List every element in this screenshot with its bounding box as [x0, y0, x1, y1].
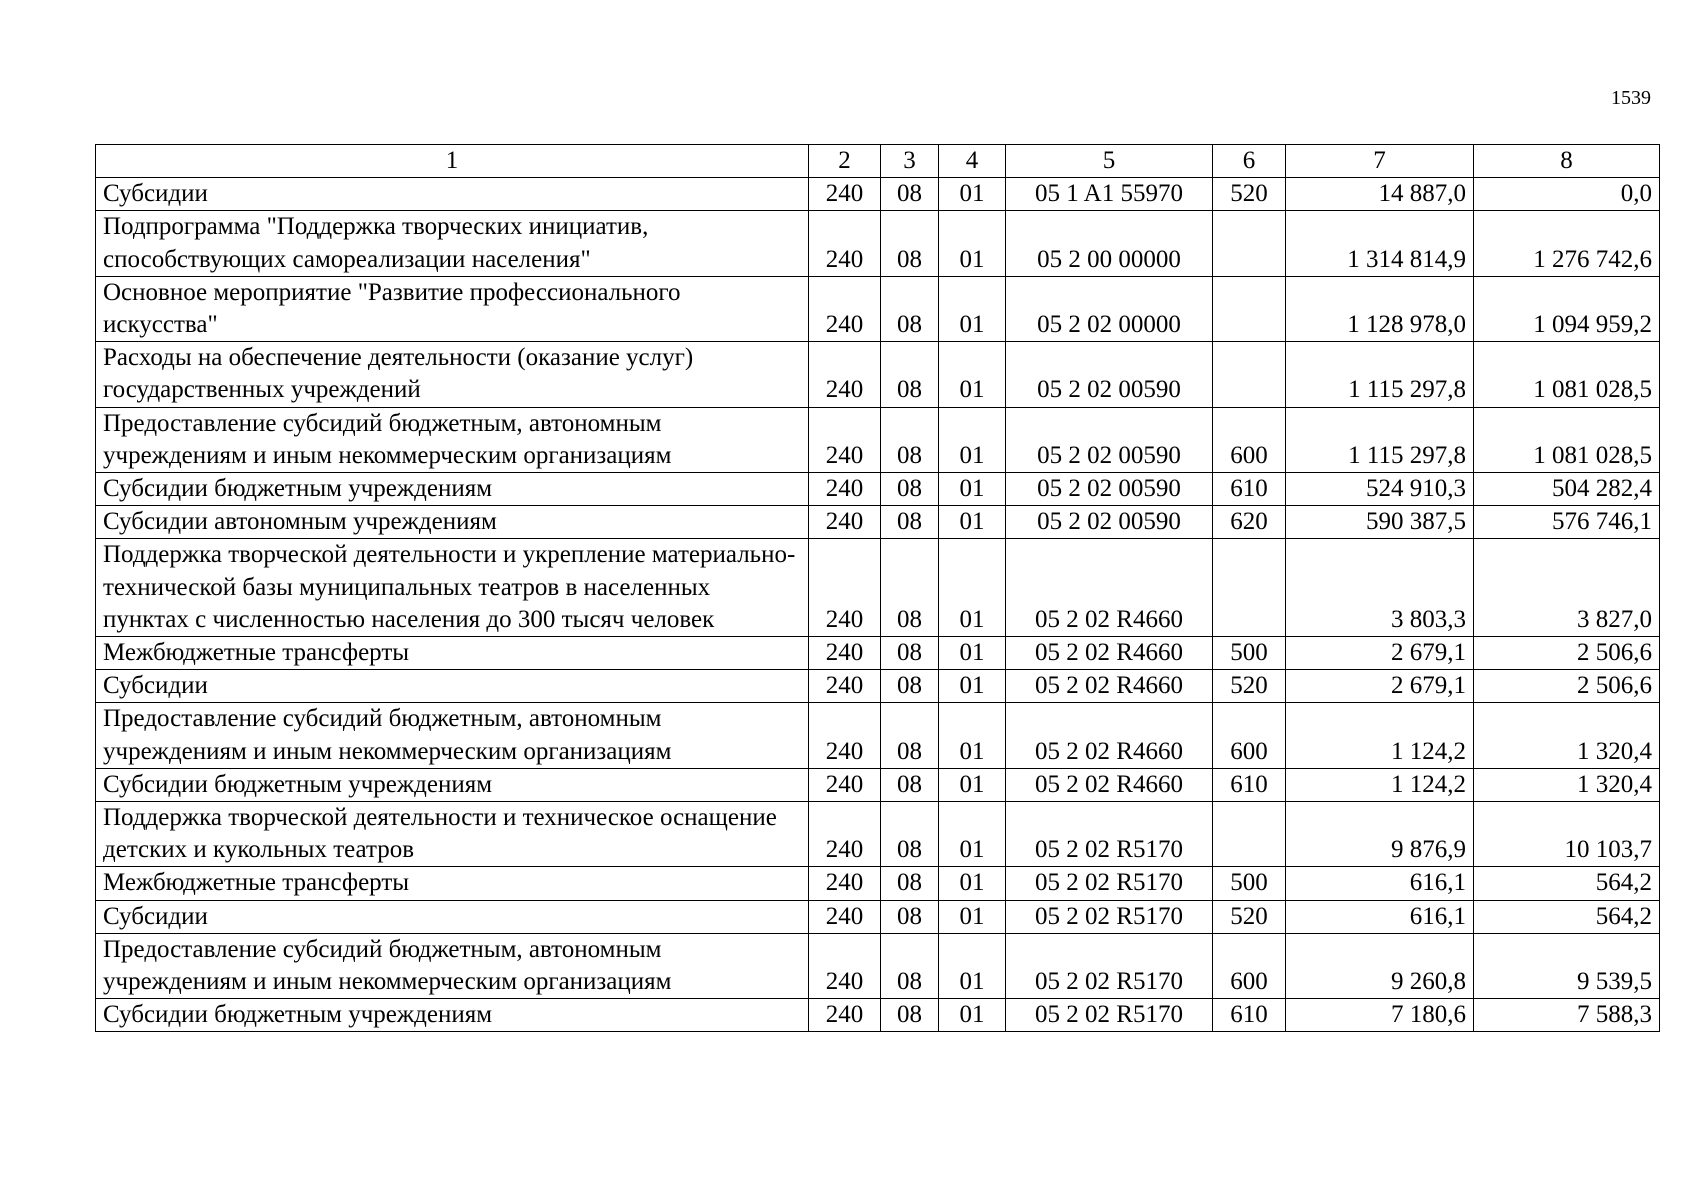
item-name-cell: Субсидии автономным учреждениям: [96, 506, 809, 539]
amount-cell: 10 103,7: [1474, 802, 1660, 867]
amount-cell: 3 803,3: [1286, 539, 1474, 637]
expense-type-cell: 600: [1213, 703, 1286, 768]
amount-cell: 1 276 742,6: [1474, 211, 1660, 276]
expense-type-cell: 520: [1213, 178, 1286, 211]
subsection-cell: 01: [939, 211, 1006, 276]
amount-cell: 1 128 978,0: [1286, 276, 1474, 341]
subsection-cell: 01: [939, 539, 1006, 637]
admin-code-cell: 240: [809, 637, 881, 670]
table-row: [96, 211, 1660, 276]
table-row: [96, 703, 1660, 768]
expense-type-cell: 610: [1213, 999, 1286, 1032]
admin-code-cell: 240: [809, 276, 881, 341]
table-row: [96, 802, 1660, 867]
amount-cell: 7 588,3: [1474, 999, 1660, 1032]
table-row: [96, 637, 1660, 670]
subsection-cell: 01: [939, 473, 1006, 506]
section-cell: 08: [881, 342, 939, 407]
item-name-cell: Предоставление субсидий бюджетным, автономным учреждениям и иным некоммерческим организациям: [96, 933, 809, 998]
subsection-cell: 01: [939, 178, 1006, 211]
admin-code-cell: 240: [809, 506, 881, 539]
admin-code-cell: 240: [809, 211, 881, 276]
item-name-cell: Поддержка творческой деятельности и техническое оснащение детских и кукольных театров: [96, 802, 809, 867]
header-cell: 7: [1286, 145, 1474, 178]
amount-cell: 1 314 814,9: [1286, 211, 1474, 276]
table-header: [96, 145, 1660, 178]
amount-cell: 576 746,1: [1474, 506, 1660, 539]
subsection-cell: 01: [939, 703, 1006, 768]
amount-cell: 9 539,5: [1474, 933, 1660, 998]
target-article-cell: 05 2 02 R5170: [1006, 933, 1213, 998]
item-name-cell: Предоставление субсидий бюджетным, автономным учреждениям и иным некоммерческим организациям: [96, 703, 809, 768]
target-article-cell: 05 2 02 00590: [1006, 407, 1213, 472]
table-row: [96, 670, 1660, 703]
item-name-cell: Субсидии: [96, 670, 809, 703]
expense-type-cell: 520: [1213, 900, 1286, 933]
expense-type-cell: [1213, 276, 1286, 341]
amount-cell: 14 887,0: [1286, 178, 1474, 211]
table-row: [96, 407, 1660, 472]
expense-type-cell: [1213, 342, 1286, 407]
admin-code-cell: 240: [809, 407, 881, 472]
item-name-cell: Субсидии: [96, 900, 809, 933]
item-name-cell: Основное мероприятие "Развитие профессионального искусства": [96, 276, 809, 341]
subsection-cell: 01: [939, 407, 1006, 472]
amount-cell: 1 081 028,5: [1474, 407, 1660, 472]
amount-cell: 1 124,2: [1286, 768, 1474, 801]
section-cell: 08: [881, 933, 939, 998]
item-name-cell: Предоставление субсидий бюджетным, автономным учреждениям и иным некоммерческим организациям: [96, 407, 809, 472]
amount-cell: 1 115 297,8: [1286, 342, 1474, 407]
budget-table: [95, 144, 1660, 1032]
subsection-cell: 01: [939, 802, 1006, 867]
amount-cell: 504 282,4: [1474, 473, 1660, 506]
amount-cell: 2 679,1: [1286, 670, 1474, 703]
target-article-cell: 05 2 02 R4660: [1006, 539, 1213, 637]
expense-type-cell: 620: [1213, 506, 1286, 539]
header-cell: 1: [96, 145, 809, 178]
target-article-cell: 05 2 02 R4660: [1006, 670, 1213, 703]
admin-code-cell: 240: [809, 900, 881, 933]
admin-code-cell: 240: [809, 999, 881, 1032]
item-name-cell: Межбюджетные трансферты: [96, 637, 809, 670]
admin-code-cell: 240: [809, 473, 881, 506]
target-article-cell: 05 2 02 R4660: [1006, 768, 1213, 801]
target-article-cell: 05 2 02 R5170: [1006, 999, 1213, 1032]
amount-cell: 564,2: [1474, 900, 1660, 933]
target-article-cell: 05 2 02 R4660: [1006, 703, 1213, 768]
amount-cell: 2 679,1: [1286, 637, 1474, 670]
section-cell: 08: [881, 178, 939, 211]
table-row: [96, 933, 1660, 998]
table-row: [96, 342, 1660, 407]
target-article-cell: 05 2 02 00590: [1006, 473, 1213, 506]
table-row: [96, 768, 1660, 801]
subsection-cell: 01: [939, 670, 1006, 703]
item-name-cell: Поддержка творческой деятельности и укрепление материально-технической базы муниципальных театров в населенных пунктах с численностью населения до 300 тысяч человек: [96, 539, 809, 637]
subsection-cell: 01: [939, 768, 1006, 801]
subsection-cell: 01: [939, 867, 1006, 900]
table-row: [96, 473, 1660, 506]
section-cell: 08: [881, 999, 939, 1032]
target-article-cell: 05 2 02 R5170: [1006, 867, 1213, 900]
expense-type-cell: 610: [1213, 768, 1286, 801]
admin-code-cell: 240: [809, 670, 881, 703]
amount-cell: 1 320,4: [1474, 768, 1660, 801]
amount-cell: 0,0: [1474, 178, 1660, 211]
item-name-cell: Расходы на обеспечение деятельности (оказание услуг) государственных учреждений: [96, 342, 809, 407]
admin-code-cell: 240: [809, 539, 881, 637]
amount-cell: 1 320,4: [1474, 703, 1660, 768]
section-cell: 08: [881, 900, 939, 933]
page-number: 1539: [1611, 87, 1651, 109]
section-cell: 08: [881, 276, 939, 341]
expense-type-cell: [1213, 211, 1286, 276]
admin-code-cell: 240: [809, 342, 881, 407]
amount-cell: 616,1: [1286, 867, 1474, 900]
amount-cell: 1 094 959,2: [1474, 276, 1660, 341]
amount-cell: 7 180,6: [1286, 999, 1474, 1032]
amount-cell: 9 876,9: [1286, 802, 1474, 867]
table-row: [96, 276, 1660, 341]
section-cell: 08: [881, 867, 939, 900]
amount-cell: 1 124,2: [1286, 703, 1474, 768]
table-row: [96, 999, 1660, 1032]
item-name-cell: Субсидии бюджетным учреждениям: [96, 999, 809, 1032]
target-article-cell: 05 2 02 00590: [1006, 342, 1213, 407]
admin-code-cell: 240: [809, 802, 881, 867]
section-cell: 08: [881, 473, 939, 506]
expense-type-cell: 520: [1213, 670, 1286, 703]
section-cell: 08: [881, 506, 939, 539]
amount-cell: 564,2: [1474, 867, 1660, 900]
target-article-cell: 05 1 A1 55970: [1006, 178, 1213, 211]
header-cell: 8: [1474, 145, 1660, 178]
item-name-cell: Субсидии: [96, 178, 809, 211]
section-cell: 08: [881, 768, 939, 801]
amount-cell: 2 506,6: [1474, 670, 1660, 703]
table-row: [96, 178, 1660, 211]
header-cell: 3: [881, 145, 939, 178]
header-cell: 5: [1006, 145, 1213, 178]
subsection-cell: 01: [939, 342, 1006, 407]
header-cell: 4: [939, 145, 1006, 178]
amount-cell: 1 081 028,5: [1474, 342, 1660, 407]
target-article-cell: 05 2 02 00590: [1006, 506, 1213, 539]
amount-cell: 590 387,5: [1286, 506, 1474, 539]
table-row: [96, 506, 1660, 539]
target-article-cell: 05 2 02 R5170: [1006, 802, 1213, 867]
expense-type-cell: [1213, 802, 1286, 867]
amount-cell: 616,1: [1286, 900, 1474, 933]
section-cell: 08: [881, 802, 939, 867]
section-cell: 08: [881, 539, 939, 637]
subsection-cell: 01: [939, 506, 1006, 539]
admin-code-cell: 240: [809, 178, 881, 211]
expense-type-cell: 500: [1213, 637, 1286, 670]
admin-code-cell: 240: [809, 933, 881, 998]
admin-code-cell: 240: [809, 703, 881, 768]
expense-type-cell: 600: [1213, 407, 1286, 472]
section-cell: 08: [881, 670, 939, 703]
expense-type-cell: 500: [1213, 867, 1286, 900]
item-name-cell: Подпрограмма "Поддержка творческих инициатив, способствующих самореализации населения": [96, 211, 809, 276]
amount-cell: 524 910,3: [1286, 473, 1474, 506]
section-cell: 08: [881, 637, 939, 670]
amount-cell: 1 115 297,8: [1286, 407, 1474, 472]
table-row: [96, 867, 1660, 900]
subsection-cell: 01: [939, 933, 1006, 998]
subsection-cell: 01: [939, 637, 1006, 670]
item-name-cell: Субсидии бюджетным учреждениям: [96, 473, 809, 506]
admin-code-cell: 240: [809, 768, 881, 801]
expense-type-cell: [1213, 539, 1286, 637]
target-article-cell: 05 2 02 00000: [1006, 276, 1213, 341]
header-cell: 6: [1213, 145, 1286, 178]
section-cell: 08: [881, 703, 939, 768]
table-row: [96, 539, 1660, 637]
amount-cell: 2 506,6: [1474, 637, 1660, 670]
admin-code-cell: 240: [809, 867, 881, 900]
target-article-cell: 05 2 02 R5170: [1006, 900, 1213, 933]
item-name-cell: Межбюджетные трансферты: [96, 867, 809, 900]
subsection-cell: 01: [939, 999, 1006, 1032]
header-cell: 2: [809, 145, 881, 178]
item-name-cell: Субсидии бюджетным учреждениям: [96, 768, 809, 801]
header-row: [96, 145, 1660, 178]
amount-cell: 3 827,0: [1474, 539, 1660, 637]
target-article-cell: 05 2 00 00000: [1006, 211, 1213, 276]
target-article-cell: 05 2 02 R4660: [1006, 637, 1213, 670]
subsection-cell: 01: [939, 900, 1006, 933]
section-cell: 08: [881, 211, 939, 276]
table-row: [96, 900, 1660, 933]
expense-type-cell: 600: [1213, 933, 1286, 998]
subsection-cell: 01: [939, 276, 1006, 341]
table-body: [96, 178, 1660, 1032]
amount-cell: 9 260,8: [1286, 933, 1474, 998]
expense-type-cell: 610: [1213, 473, 1286, 506]
section-cell: 08: [881, 407, 939, 472]
